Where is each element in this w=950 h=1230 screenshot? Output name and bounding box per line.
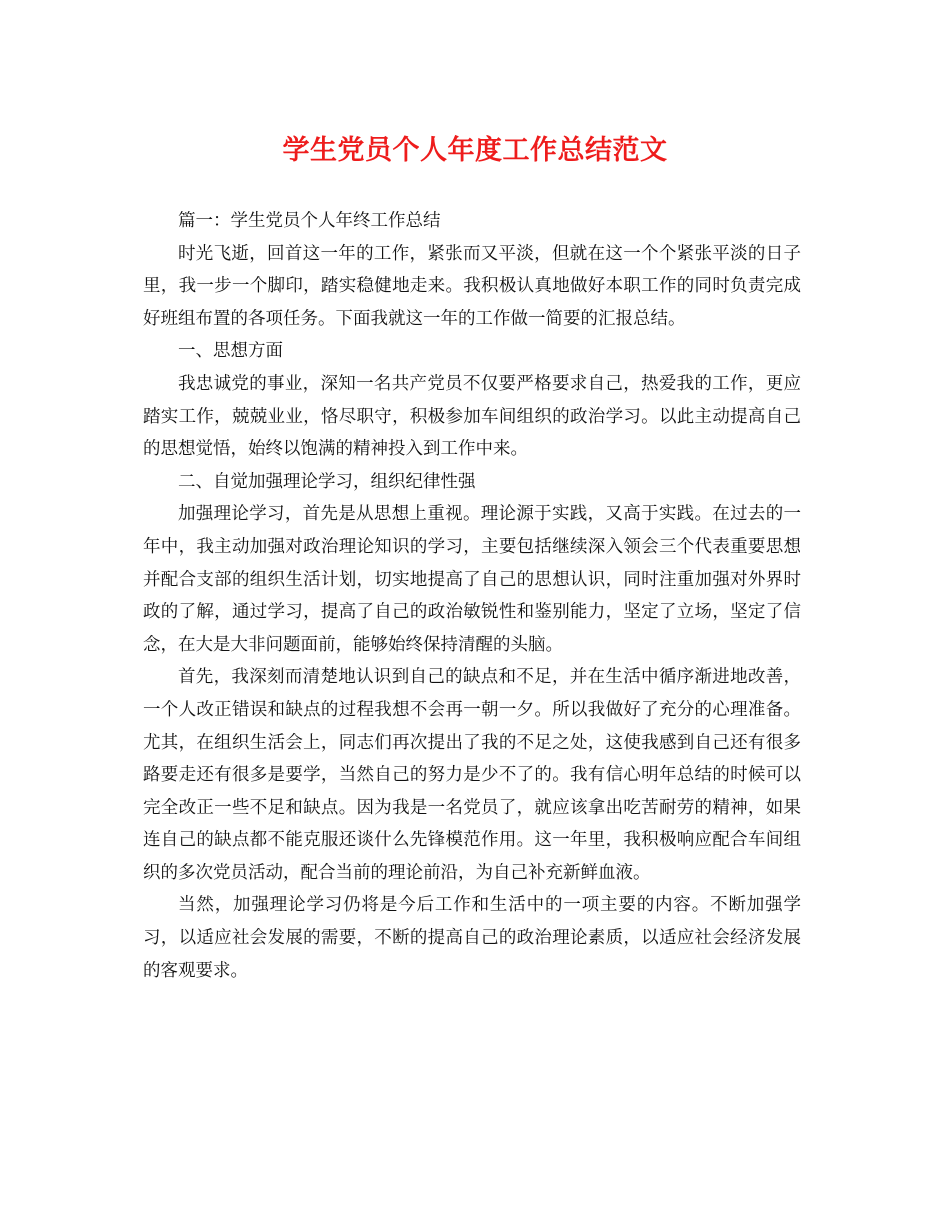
paragraph-section-1-heading: 一、思想方面: [178, 341, 283, 362]
paragraph-section-2-self-review: 首先，我深刻而清楚地认识到自己的缺点和不足，并在生活中循序渐进地改善，一个人改正错误和缺点的过程我想不会再一朝一夕。所以我做好了充分的心理准备。尤其，在组织生活会上，同志们再次提出了我的不足之处，这使我感到自己还有很多路要走还有很多是要学，当然自己的努力是少不了的。我有信心明年总结的时候可以完全改正一些不足和缺点。因为我是一名党员了，就应该拿出吃苦耐劳的精神，如果连自己的缺点都不能克服还谈什么先锋模范作用。这一年里，我积极响应配合车间组织的多次党员活动，配合当前的理论前沿，为自己补充新鲜血液。: [143, 667, 801, 883]
paragraph-section-2-heading: 二、自觉加强理论学习，组织纪律性强: [178, 471, 476, 492]
paragraph-section-2-conclusion: 当然，加强理论学习仍将是今后工作和生活中的一项主要的内容。不断加强学习，以适应社会发展的需要，不断的提高自己的政治理论素质，以适应社会经济发展的客观要求。: [143, 895, 801, 981]
paragraph-intro: 时光飞逝，回首这一年的工作，紧张而又平淡，但就在这一个个紧张平淡的日子里，我一步一个脚印，踏实稳健地走来。我积极认真地做好本职工作的同时负责完成好班组布置的各项任务。下面我就这一年的工作做一简要的汇报总结。: [143, 243, 801, 329]
paragraph-section-2-body: 加强理论学习，首先是从思想上重视。理论源于实践，又高于实践。在过去的一年中，我主动加强对政治理论知识的学习，主要包括继续深入领会三个代表重要思想并配合支部的组织生活计划，切实地提高了自己的思想认识，同时注重加强对外界时政的了解，通过学习，提高了自己的政治敏锐性和鉴别能力，坚定了立场，坚定了信念，在大是大非问题面前，能够始终保持清醒的头脑。: [143, 504, 801, 655]
document-title: 学生党员个人年度工作总结范文: [282, 135, 668, 166]
document-body: [143, 205, 801, 987]
paragraph-chapter-heading: 篇一：学生党员个人年终工作总结: [178, 211, 441, 231]
paragraph-section-1-body: 我忠诚党的事业，深知一名共产党员不仅要严格要求自己，热爱我的工作，更应踏实工作，兢兢业业，恪尽职守，积极参加车间组织的政治学习。以此主动提高自己的思想觉悟，始终以饱满的精神投入到工作中来。: [143, 373, 801, 460]
